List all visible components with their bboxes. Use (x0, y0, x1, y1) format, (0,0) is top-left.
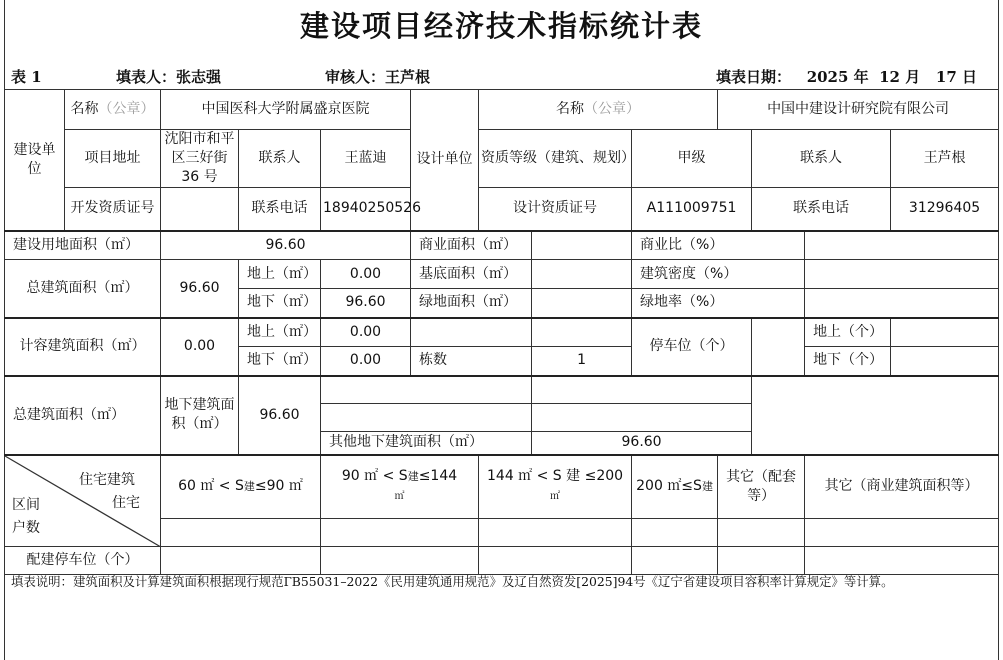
dev-cert (161, 188, 239, 231)
dev-cert-label: 开发资质证号 (65, 188, 161, 231)
density-label: 建筑密度（%） (632, 260, 805, 289)
total-area: 96.60 (161, 260, 239, 318)
land-area: 96.60 (161, 231, 411, 260)
units-6 (805, 519, 999, 547)
design-name: 中国中建设计研究院有限公司 (718, 90, 999, 130)
units-1 (161, 519, 321, 547)
total-above-label: 地上（㎡） (239, 260, 321, 289)
ug-blank-2 (321, 404, 532, 432)
far-below: 0.00 (321, 347, 411, 376)
far-above-label: 地上（㎡） (239, 318, 321, 347)
range-60-90: 60 ㎡ < S建≤90 ㎡ (161, 455, 321, 519)
design-cert: A111009751 (632, 188, 752, 231)
diag-bottom-label: 户数 (12, 519, 40, 536)
parking-above (891, 318, 999, 347)
total-above: 0.00 (321, 260, 411, 289)
base-area (532, 260, 632, 289)
diag-left-label: 区间 (12, 496, 40, 513)
total-below-label: 地下（㎡） (239, 289, 321, 318)
range-144-200: 144 ㎡ < S 建 ≤200 ㎡ (479, 455, 632, 519)
buildings: 1 (532, 347, 632, 376)
parking-1 (161, 547, 321, 575)
construction-name: 中国医科大学附属盛京医院 (161, 90, 411, 130)
filler: 填表人：张志强 (116, 68, 222, 86)
design-contact: 王芦根 (891, 130, 999, 188)
far-area-label: 计容建筑面积（㎡） (5, 318, 161, 376)
total-below: 96.60 (321, 289, 411, 318)
parking-below (891, 347, 999, 376)
footnote: 填表说明：建筑面积及计算建筑面积根据现行规范ГB55031–2022《民用建筑通用规范》及辽自然资发[2025]94号《辽宁省建设项目容积率计算规定》等计算。 (11, 574, 894, 589)
total-area-label: 总建筑面积（㎡） (5, 260, 161, 318)
qualification: 甲级 (632, 130, 752, 188)
land-area-label: 建设用地面积（㎡） (5, 231, 161, 260)
other-commercial: 其它（商业建筑面积等） (805, 455, 999, 519)
ug-total-label: 总建筑面积（㎡） (5, 376, 161, 455)
page-title: 建设项目经济技术指标统计表 (299, 9, 703, 43)
design-contact-label: 联系人 (752, 130, 891, 188)
diagonal-header (5, 455, 161, 547)
blank-a (411, 318, 532, 347)
ug-other: 96.60 (532, 432, 752, 455)
ug-blank-1 (321, 376, 532, 404)
parking-above-label: 地上（个） (805, 318, 891, 347)
units-4 (632, 519, 718, 547)
construction-phone: 18940250526 (321, 188, 411, 231)
parking-housing-label: 配建停车位（个） (5, 547, 161, 575)
ug-blank-1b (532, 376, 752, 404)
far-area: 0.00 (161, 318, 239, 376)
parking-3 (479, 547, 632, 575)
far-below-label: 地下（㎡） (239, 347, 321, 376)
ug-area: 96.60 (239, 376, 321, 455)
ug-other-label: 其他地下建筑面积（㎡） (321, 432, 532, 455)
commercial-ratio (805, 231, 999, 260)
parking-6 (805, 547, 999, 575)
design-unit-label: 设计单位 (411, 90, 479, 231)
range-90-144: 90 ㎡ < S建≤144 ㎡ (321, 455, 479, 519)
density (805, 260, 999, 289)
commercial-area (532, 231, 632, 260)
far-above: 0.00 (321, 318, 411, 347)
green-ratio (805, 289, 999, 318)
construction-contact: 王蓝迪 (321, 130, 411, 188)
address-label: 项目地址 (65, 130, 161, 188)
buildings-label: 栋数 (411, 347, 532, 376)
blank-b (532, 318, 632, 347)
fill-date: 填表日期： 2025 年 12 月 17 日 (716, 68, 978, 86)
construction-name-label: 名称（公章） (65, 90, 161, 130)
base-area-label: 基底面积（㎡） (411, 260, 532, 289)
units-5 (718, 519, 805, 547)
ug-area-label: 地下建筑面积（㎡） (161, 376, 239, 455)
units-2 (321, 519, 479, 547)
other-supporting: 其它（配套等） (718, 455, 805, 519)
ug-right-blank (752, 376, 999, 455)
qualification-label: 资质等级（建筑、规划） (479, 130, 632, 188)
address: 沈阳市和平区三好街 36 号 (161, 130, 239, 188)
design-phone-label: 联系电话 (752, 188, 891, 231)
indicator-table (4, 89, 999, 575)
parking-5 (718, 547, 805, 575)
diag-top-label: 住宅建筑 (79, 471, 135, 488)
units-3 (479, 519, 632, 547)
parking-4 (632, 547, 718, 575)
diag-mid-label: 住宅 (112, 494, 140, 511)
construction-unit-label: 建设单位 (5, 90, 65, 231)
design-name-label: 名称（公章） (479, 90, 718, 130)
parking-blank (752, 318, 805, 376)
construction-phone-label: 联系电话 (239, 188, 321, 231)
design-cert-label: 设计资质证号 (479, 188, 632, 231)
table-number: 表 1 (11, 68, 42, 86)
construction-contact-label: 联系人 (239, 130, 321, 188)
green-area-label: 绿地面积（㎡） (411, 289, 532, 318)
commercial-area-label: 商业面积（㎡） (411, 231, 532, 260)
reviewer: 审核人：王芦根 (325, 68, 431, 86)
parking-label: 停车位（个） (632, 318, 752, 376)
green-area (532, 289, 632, 318)
parking-2 (321, 547, 479, 575)
range-200-plus: 200 ㎡≤S建 (632, 455, 718, 519)
commercial-ratio-label: 商业比（%） (632, 231, 805, 260)
green-ratio-label: 绿地率（%） (632, 289, 805, 318)
parking-below-label: 地下（个） (805, 347, 891, 376)
ug-blank-2b (532, 404, 752, 432)
design-phone: 31296405 (891, 188, 999, 231)
